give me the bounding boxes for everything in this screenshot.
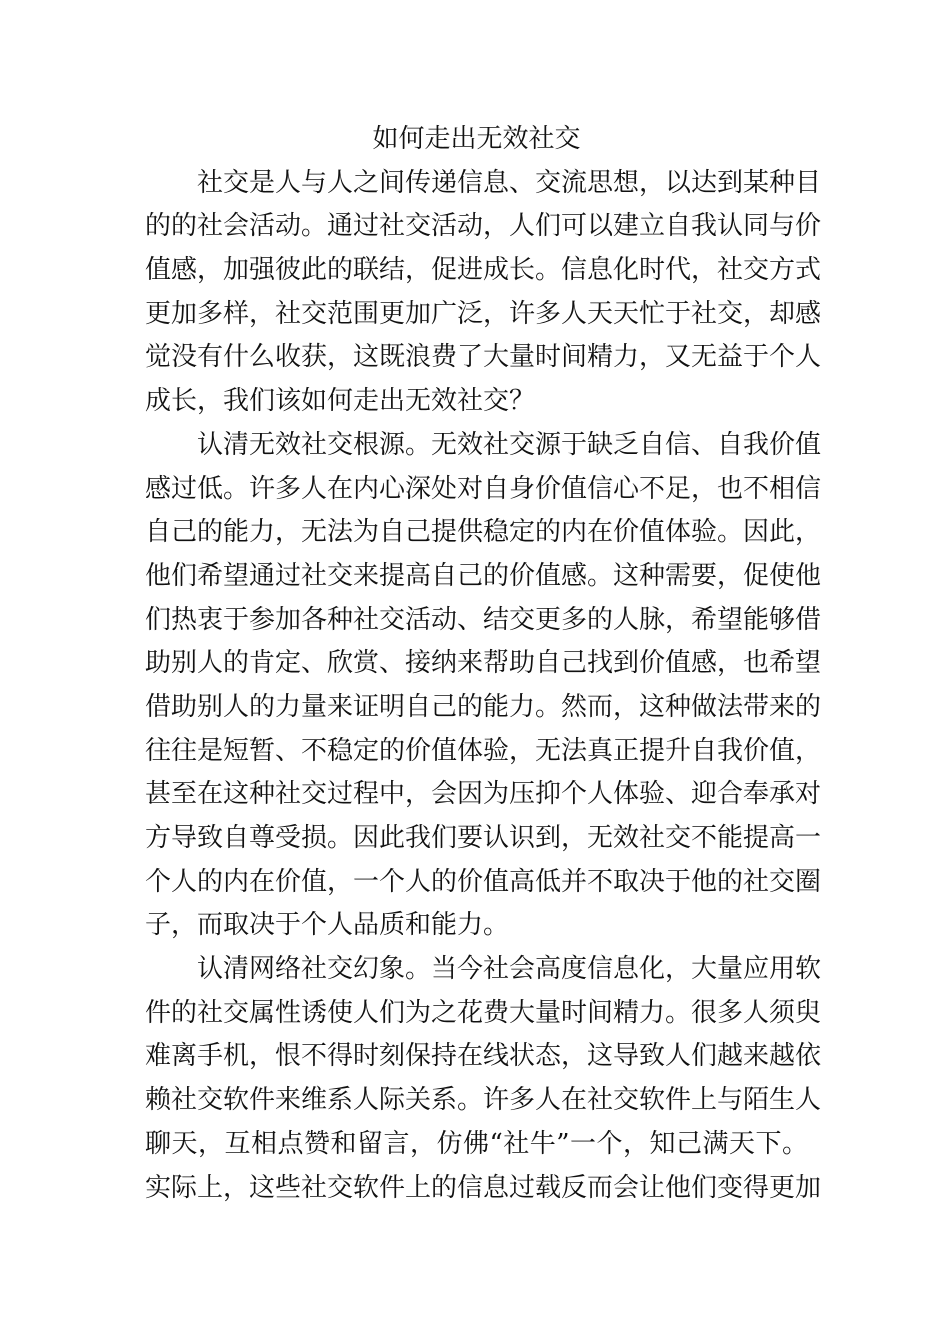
paragraph-line: 甚至在这种社交过程中，会因为压抑个人体验、迎合奉承对 — [145, 779, 822, 810]
paragraph-line: 聊天，互相点赞和留言，仿佛“社牛”一个，知己满天下。 — [145, 1128, 808, 1159]
paragraph-line: 个人的内在价值，一个人的价值高低并不取决于他的社交圈 — [145, 866, 822, 897]
paragraph-line: 认清网络社交幻象。当今社会高度信息化，大量应用软 — [197, 954, 822, 985]
paragraph-line: 成长，我们该如何走出无效社交？ — [145, 386, 536, 417]
paragraph — [145, 424, 822, 948]
document-body — [145, 162, 822, 1211]
paragraph-line: 件的社交属性诱使人们为之花费大量时间精力。很多人须臾 — [145, 997, 822, 1028]
paragraph-line: 他们希望通过社交来提高自己的价值感。这种需要，促使他 — [145, 560, 822, 591]
paragraph — [145, 162, 822, 424]
paragraph-line: 的的社会活动。通过社交活动，人们可以建立自我认同与价 — [145, 211, 822, 242]
paragraph-line: 们热衷于参加各种社交活动、结交更多的人脉，希望能够借 — [145, 604, 822, 635]
paragraph-line: 值感，加强彼此的联结，促进成长。信息化时代，社交方式 — [145, 255, 822, 286]
paragraph-line: 借助别人的力量来证明自己的能力。然而，这种做法带来的 — [145, 691, 822, 722]
paragraph-line: 赖社交软件来维系人际关系。许多人在社交软件上与陌生人 — [145, 1085, 822, 1116]
paragraph-line: 难离手机，恨不得时刻保持在线状态，这导致人们越来越依 — [145, 1041, 822, 1072]
paragraph-line: 认清无效社交根源。无效社交源于缺乏自信、自我价值 — [197, 429, 822, 460]
paragraph-line: 子，而取决于个人品质和能力。 — [145, 910, 510, 941]
paragraph-line: 感过低。许多人在内心深处对自身价值信心不足，也不相信 — [145, 473, 822, 504]
paragraph-line: 往往是短暂、不稳定的价值体验，无法真正提升自我价值， — [145, 735, 822, 766]
paragraph — [145, 948, 822, 1210]
paragraph-line: 方导致自尊受损。因此我们要认识到，无效社交不能提高一 — [145, 823, 822, 853]
document-page — [145, 118, 822, 1210]
paragraph-line: 更加多样，社交范围更加广泛，许多人天天忙于社交，却感 — [145, 298, 822, 329]
paragraph-line: 助别人的肯定、欣赏、接纳来帮助自己找到价值感，也希望 — [145, 648, 822, 679]
paragraph-line: 实际上，这些社交软件上的信息过载反而会让他们变得更加 — [145, 1172, 822, 1203]
paragraph-line: 社交是人与人之间传递信息、交流思想，以达到某种目 — [197, 167, 822, 198]
document-title: 如何走出无效社交 — [372, 124, 581, 154]
paragraph-line: 自己的能力，无法为自己提供稳定的内在价值体验。因此， — [145, 517, 822, 548]
paragraph-line: 觉没有什么收获，这既浪费了大量时间精力，又无益于个人 — [145, 342, 822, 373]
